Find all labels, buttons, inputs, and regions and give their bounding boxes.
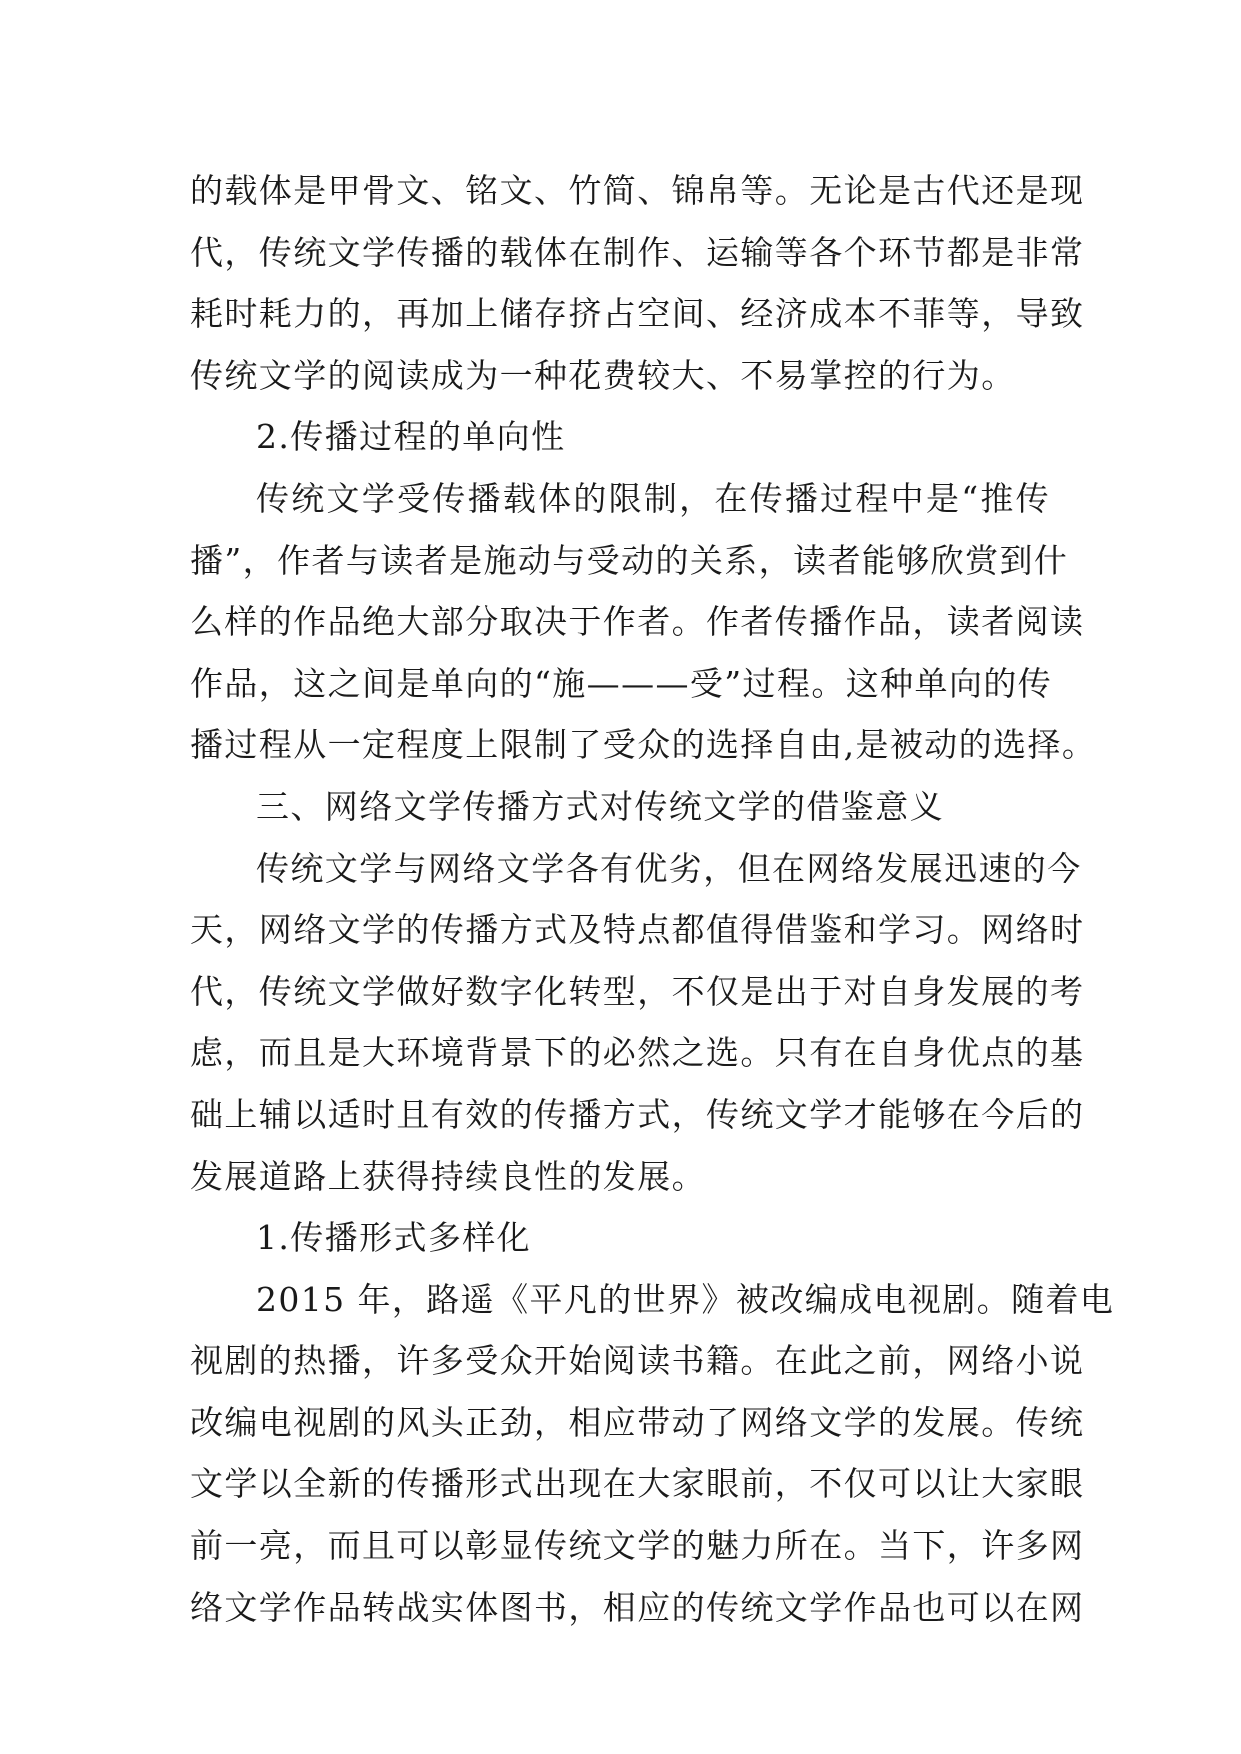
text-line: 传统文学受传播载体的限制，在传播过程中是“推传 — [256, 478, 1050, 518]
text-line: 础上辅以适时且有效的传播方式，传统文学才能够在今后的 — [190, 1094, 1085, 1134]
text-line: 虑，而且是大环境背景下的必然之选。只有在自身优点的基 — [190, 1033, 1085, 1073]
section-heading: 1.传播形式多样化 — [256, 1218, 532, 1258]
text-line: 传统文学的阅读成为一种花费较大、不易掌控的行为。 — [190, 355, 1016, 395]
text-line: 2015 年，路遥《平凡的世界》被改编成电视剧。随着电 — [256, 1279, 1115, 1319]
text-line: 发展道路上获得持续良性的发展。 — [190, 1156, 706, 1196]
section-heading: 2.传播过程的单向性 — [256, 417, 566, 457]
text-line: 传统文学与网络文学各有优劣，但在网络发展迅速的今 — [256, 848, 1082, 888]
text-line: 文学以全新的传播形式出现在大家眼前，不仅可以让大家眼 — [190, 1464, 1085, 1504]
text-line: 的载体是甲骨文、铭文、竹简、锦帛等。无论是古代还是现 — [190, 171, 1085, 210]
text-line: 作品，这之间是单向的“施———受”过程。这种单向的传 — [190, 663, 1053, 703]
document-page — [190, 160, 1115, 1638]
text-line: 耗时耗力的，再加上储存挤占空间、经济成本不菲等，导致 — [190, 294, 1085, 334]
text-line: 改编电视剧的风头正劲，相应带动了网络文学的发展。传统 — [190, 1402, 1085, 1442]
text-line: 天，网络文学的传播方式及特点都值得借鉴和学习。网络时 — [190, 910, 1085, 950]
text-line: 视剧的热播，许多受众开始阅读书籍。在此之前，网络小说 — [190, 1341, 1085, 1381]
text-line: 代，传统文学做好数字化转型，不仅是出于对自身发展的考 — [190, 971, 1085, 1011]
text-line: 前一亮，而且可以彰显传统文学的魅力所在。当下，许多网 — [190, 1526, 1085, 1566]
text-line: 播”，作者与读者是施动与受动的关系，读者能够欣赏到什 — [190, 540, 1069, 580]
text-line: 络文学作品转战实体图书，相应的传统文学作品也可以在网 — [190, 1587, 1085, 1627]
text-line: 播过程从一定程度上限制了受众的选择自由,是被动的选择。 — [190, 725, 1097, 765]
text-line: 么样的作品绝大部分取决于作者。作者传播作品，读者阅读 — [190, 602, 1085, 642]
text-line: 代，传统文学传播的载体在制作、运输等各个环节都是非常 — [190, 232, 1085, 272]
section-heading: 三、网络文学传播方式对传统文学的借鉴意义 — [256, 786, 944, 826]
